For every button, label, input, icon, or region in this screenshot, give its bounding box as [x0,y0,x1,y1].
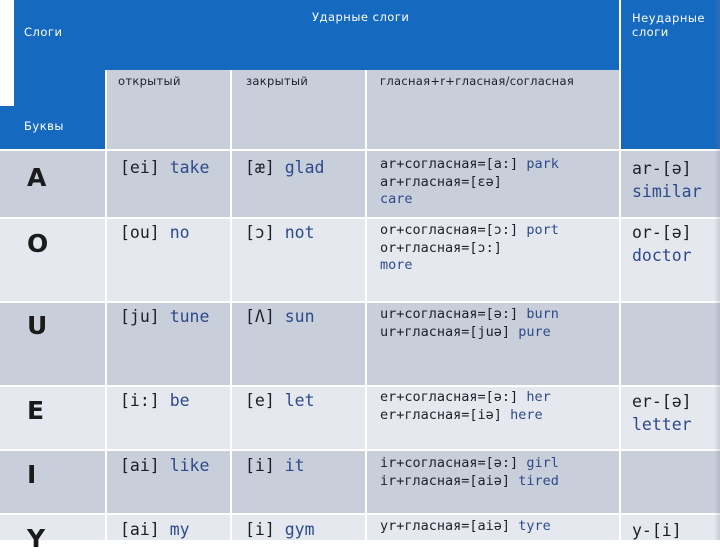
closed-syllable-value: [i] gym [245,520,315,539]
r-combination-value: ur+согласная=[ә:] burn ur+гласная=[juә] pure [380,306,559,340]
letter-label: E [27,396,45,425]
r-combination-header: гласная+r+гласная/согласная [380,74,575,88]
table-row [0,386,720,450]
open-syllable-value: [ai] my [120,520,190,539]
table-row [0,514,720,540]
closed-syllable-value: [i] it [245,456,305,475]
unstressed-value: or-[ә] doctor [632,223,692,265]
closed-syllable-value: [æ] glad [245,158,325,177]
letters-header-label: Буквы [24,119,64,133]
r-combination-value: yr+гласная=[aiә] tyre [380,518,551,534]
unstressed-header-line1: Неударные [632,11,706,25]
unstressed-value: ar-[ә] similar [632,159,702,201]
r-combination-value: ir+согласная=[ә:] girl ir+гласная=[aiә] tired [380,455,559,489]
closed-syllable-value: [ɔ] not [245,223,315,242]
open-syllable-value: [ei] take [120,158,210,177]
r-combination-value: or+согласная=[ɔ:] port or+гласная=[ɔ:] more [380,222,559,273]
letter-label: U [27,311,48,340]
grid-line [365,70,367,540]
syllables-header-label: Слоги [24,25,63,39]
letter-label: O [27,229,49,258]
letter-label: A [27,163,47,192]
grid-line [619,0,621,540]
open-syllable-value: [ou] no [120,223,190,242]
grid-line [0,513,720,515]
closed-syllable-value: [Λ] sun [245,307,315,326]
unstressed-value: er-[ә] letter [632,392,692,434]
table-row [0,218,720,302]
page-edge-shadow [714,0,720,540]
grid-line [230,70,232,540]
unstressed-header-line2: слоги [632,25,669,39]
grid-line [0,449,720,451]
closed-syllable-header: закрытый [246,74,309,88]
r-combination-value: ar+согласная=[a:] park ar+гласная=[εә] care [380,156,559,207]
letter-label: I [27,460,37,489]
table-row [0,150,720,218]
r-combination-value: er+согласная=[ә:] her er+гласная=[iә] here [380,389,551,423]
stressed-header-label: Ударные слоги [312,10,410,24]
open-syllable-value: [i:] be [120,391,190,410]
grid-line [0,217,720,219]
closed-syllable-value: [e] let [245,391,315,410]
unstressed-value: y-[i] [632,521,682,540]
grid-line [0,149,720,151]
open-syllable-value: [ai] like [120,456,210,475]
letter-label: Y [27,524,46,553]
grid-line [0,301,720,303]
table-row [0,450,720,514]
open-syllable-value: [ju] tune [120,307,210,326]
open-syllable-header: открытый [118,74,181,88]
grid-line [0,385,720,387]
grid-line [105,70,107,540]
table-row [0,302,720,386]
